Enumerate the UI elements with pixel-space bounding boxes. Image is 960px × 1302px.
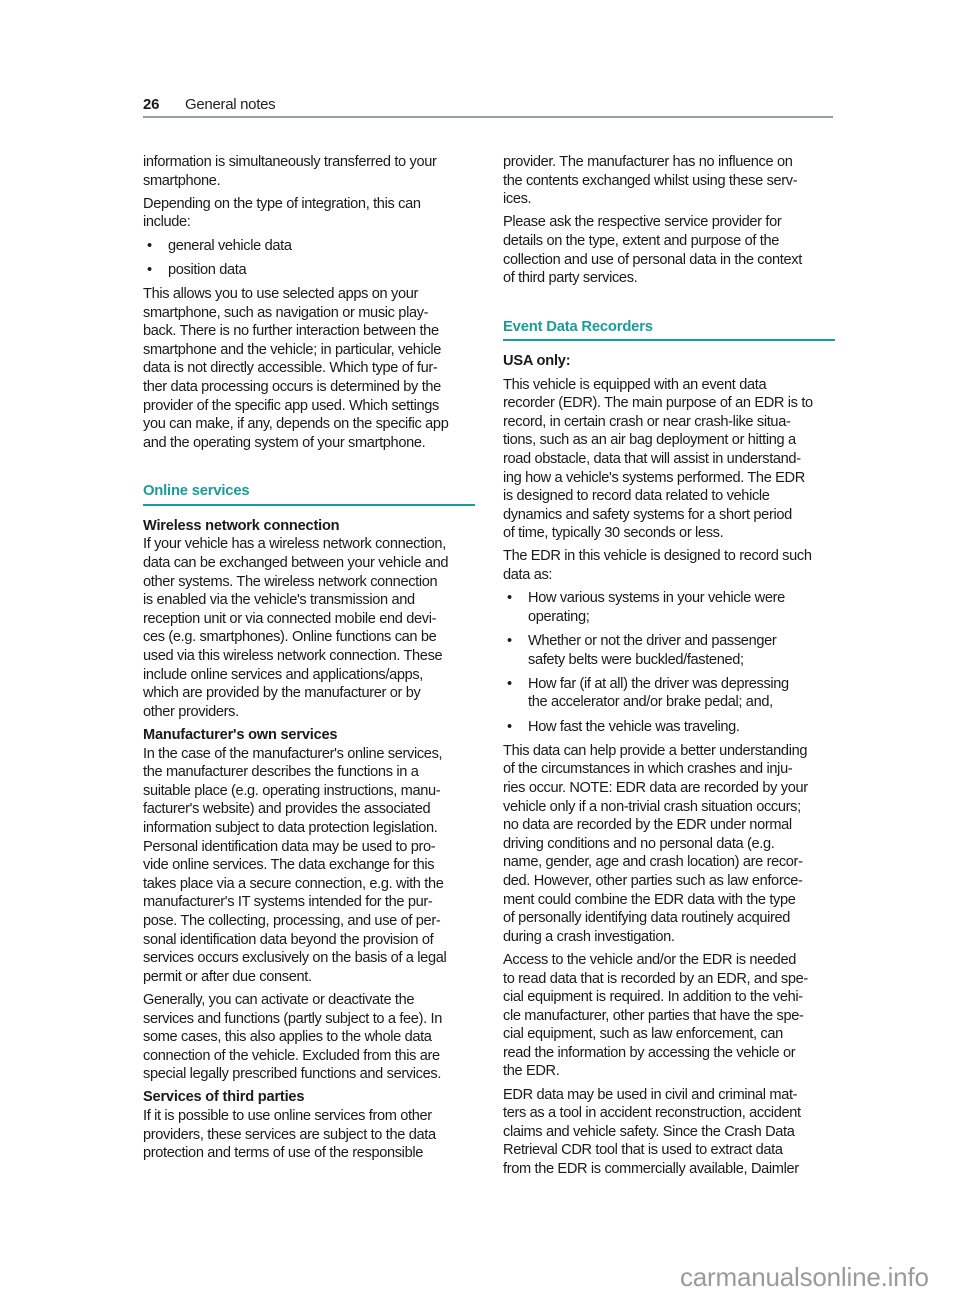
text-line: cle manufacturer, other parties that have the spe- [503,1007,804,1024]
text-line: ters as a tool in accident reconstruction, accident [503,1105,801,1122]
right-column [503,153,835,1183]
text-line: some cases, this also applies to the whole data [143,1029,432,1046]
bullet-item [503,589,835,626]
text-line: provider. The manufacturer has no influence on [503,154,793,170]
text-line: during a crash investigation. [503,928,675,945]
text-line: road obstacle, data that will assist in understand- [503,450,801,467]
bullet-text: How various systems in your vehicle were [528,590,785,607]
text-line: services and functions (partly subject to a fee). In [143,1010,442,1027]
text-line: Retrieval CDR tool that is used to extract data [503,1142,783,1159]
bullet-text: the accelerator and/or brake pedal; and, [528,694,773,711]
text-line: details on the type, extent and purpose of the [503,232,779,249]
text-line: services occurs exclusively on the basis of a legal [143,950,447,967]
bullet-item [503,632,835,669]
text-line: of time, typically 30 seconds or less. [503,525,724,542]
text-line: facturer's website) and provides the associated [143,801,431,818]
bullet-item [143,237,475,256]
text-line: claims and vehicle safety. Since the Crash Data [503,1123,795,1140]
paragraph [143,991,475,1084]
text-line: cial equipment, such as law enforcement, can [503,1026,783,1043]
bullet-text: How fast the vehicle was traveling. [528,718,740,735]
text-line: sonal identification data beyond the provision of [143,931,434,948]
text-line: protection and terms of use of the responsible [143,1145,424,1162]
text-line: no data are recorded by the EDR under normal [503,817,792,834]
bullet-list [503,589,835,736]
text-line: providers, these services are subject to the data [143,1126,436,1143]
text-line: Depending on the type of integration, this can [143,195,421,212]
paragraph [143,745,475,987]
text-line: Please ask the respective service provider for [503,214,782,231]
section-heading-online-services: Online services [143,482,475,506]
text-line: collection and use of personal data in the context [503,251,802,268]
text-line: of the circumstances in which crashes and inju- [503,761,793,778]
text-line: This data can help provide a better understanding [503,742,808,759]
bullet-icon: • [507,675,512,692]
text-line: you can make, if any, depends on the specific app [143,416,449,433]
bullet-item [503,718,835,737]
text-line: vide online services. The data exchange for this [143,857,435,874]
text-line: other systems. The wireless network connection [143,573,438,590]
text-line: recorder (EDR). The main purpose of an EDR is to [503,395,813,412]
text-line: of third party services. [503,270,638,287]
text-line: ices. [503,191,532,208]
page-title: General notes [185,96,276,113]
paragraph [143,285,475,452]
text-line: connection of the vehicle. Excluded from this are [143,1047,440,1064]
bullet-icon: • [147,261,152,278]
paragraph [503,742,835,947]
bullet-icon: • [147,237,152,254]
text-line: of personally identifying data routinely acquired [503,910,791,927]
page-number: 26 [143,96,160,113]
text-line: used via this wireless network connection. These [143,648,443,665]
text-line: smartphone, such as navigation or music play- [143,304,429,321]
subheading-wireless: Wireless network connection [143,517,340,534]
section-heading-event-data-recorders: Event Data Recorders [503,318,835,342]
text-line: The EDR in this vehicle is designed to record such [503,548,812,565]
bullet-text: general vehicle data [168,237,292,254]
text-line: EDR data may be used in civil and criminal mat- [503,1086,798,1103]
text-line: special legally prescribed functions and services. [143,1066,442,1083]
text-line: include online services and applications/apps, [143,666,424,683]
bullet-text: How far (if at all) the driver was depressing [528,675,789,692]
page-header [143,96,833,118]
text-line: tions, such as an air bag deployment or hitting a [503,432,796,449]
paragraph [503,153,835,209]
text-line: read the information by accessing the vehicle or [503,1044,796,1061]
text-line: Access to the vehicle and/or the EDR is needed [503,951,796,968]
bullet-icon: • [507,633,512,650]
bullet-icon: • [507,590,512,607]
text-line: which are provided by the manufacturer or by [143,685,421,702]
left-column [143,153,475,1167]
text-line: This allows you to use selected apps on your [143,285,419,302]
paragraph [143,195,475,232]
subheading-usa-only: USA only: [503,353,571,370]
text-line: ces (e.g. smartphones). Online functions can be [143,629,437,646]
text-line: ries occur. NOTE: EDR data are recorded by your [503,779,808,796]
text-line: smartphone and the vehicle; in particular, vehicle [143,341,442,358]
text-line: ded. However, other parties such as law enforce- [503,872,803,889]
text-line: Personal identification data may be used to pro- [143,838,436,855]
text-line: ment could combine the EDR data with the type [503,891,796,908]
text-line: the contents exchanged whilst using these serv- [503,172,798,189]
text-line: is enabled via the vehicle's transmission and [143,592,415,609]
text-line: If your vehicle has a wireless network connection, [143,536,446,553]
paragraph [143,1107,475,1163]
paragraph [503,213,835,287]
text-line: This vehicle is equipped with an event data [503,376,767,393]
paragraph [143,153,475,190]
text-line: pose. The collecting, processing, and use of per- [143,912,441,929]
text-line: is designed to record data related to vehicle [503,488,770,505]
text-line: driving conditions and no personal data (e.g. [503,835,775,852]
subheading-manufacturer-services: Manufacturer's own services [143,727,338,743]
paragraph [503,1086,835,1179]
text-line: smartphone. [143,172,221,189]
text-line: to read data that is recorded by an EDR, and spe- [503,970,808,987]
text-line: suitable place (e.g. operating instructions, manu- [143,782,441,799]
text-line: name, gender, age and crash location) are recor- [503,854,803,871]
text-line: takes place via a secure connection, e.g. with the [143,875,444,892]
text-line: vehicle only if a non-trivial crash situation occurs; [503,798,801,815]
text-line: and the operating system of your smartphone. [143,434,426,451]
text-line: cial equipment is required. In addition to the vehi- [503,989,803,1006]
text-line: information subject to data protection legislation. [143,819,438,836]
bullet-text: position data [168,261,247,278]
text-line: ing how a vehicle's systems performed. The EDR [503,469,805,486]
text-line: back. There is no further interaction between the [143,323,439,340]
bullet-list [143,237,475,280]
bullet-item [143,261,475,280]
text-line: the manufacturer describes the functions in a [143,764,419,781]
watermark: carmanualsonline.info [680,1262,929,1292]
text-line: record, in certain crash or near crash-like situa- [503,413,791,430]
paragraph [143,535,475,721]
paragraph [503,547,835,584]
text-line: provider of the specific app used. Which settings [143,397,439,414]
text-line: data as: [503,567,553,584]
text-line: data can be exchanged between your vehicle and [143,555,449,572]
text-line: the EDR. [503,1063,560,1080]
text-line: data is not directly accessible. Which type of fur- [143,360,438,377]
bullet-icon: • [507,718,512,735]
text-line: If it is possible to use online services from other [143,1108,432,1125]
text-line: In the case of the manufacturer's online services, [143,745,443,762]
text-line: permit or after due consent. [143,968,312,985]
text-line: manufacturer's IT systems intended for the pur- [143,894,433,911]
text-line: other providers. [143,703,239,720]
text-line: ther data processing occurs is determined by the [143,378,441,395]
paragraph [503,951,835,1081]
bullet-item [503,675,835,712]
bullet-text: safety belts were buckled/fastened; [528,651,744,668]
text-line: include: [143,214,191,231]
text-line: from the EDR is commercially available, Daimler [503,1161,799,1178]
text-line: Generally, you can activate or deactivate the [143,991,415,1008]
bullet-text: Whether or not the driver and passenger [528,633,777,650]
text-line: dynamics and safety systems for a short period [503,506,792,523]
bullet-text: operating; [528,608,590,625]
paragraph [503,376,835,543]
subheading-third-parties: Services of third parties [143,1089,305,1106]
text-line: information is simultaneously transferred to your [143,154,437,170]
text-line: reception unit or via connected mobile end devi- [143,610,437,627]
